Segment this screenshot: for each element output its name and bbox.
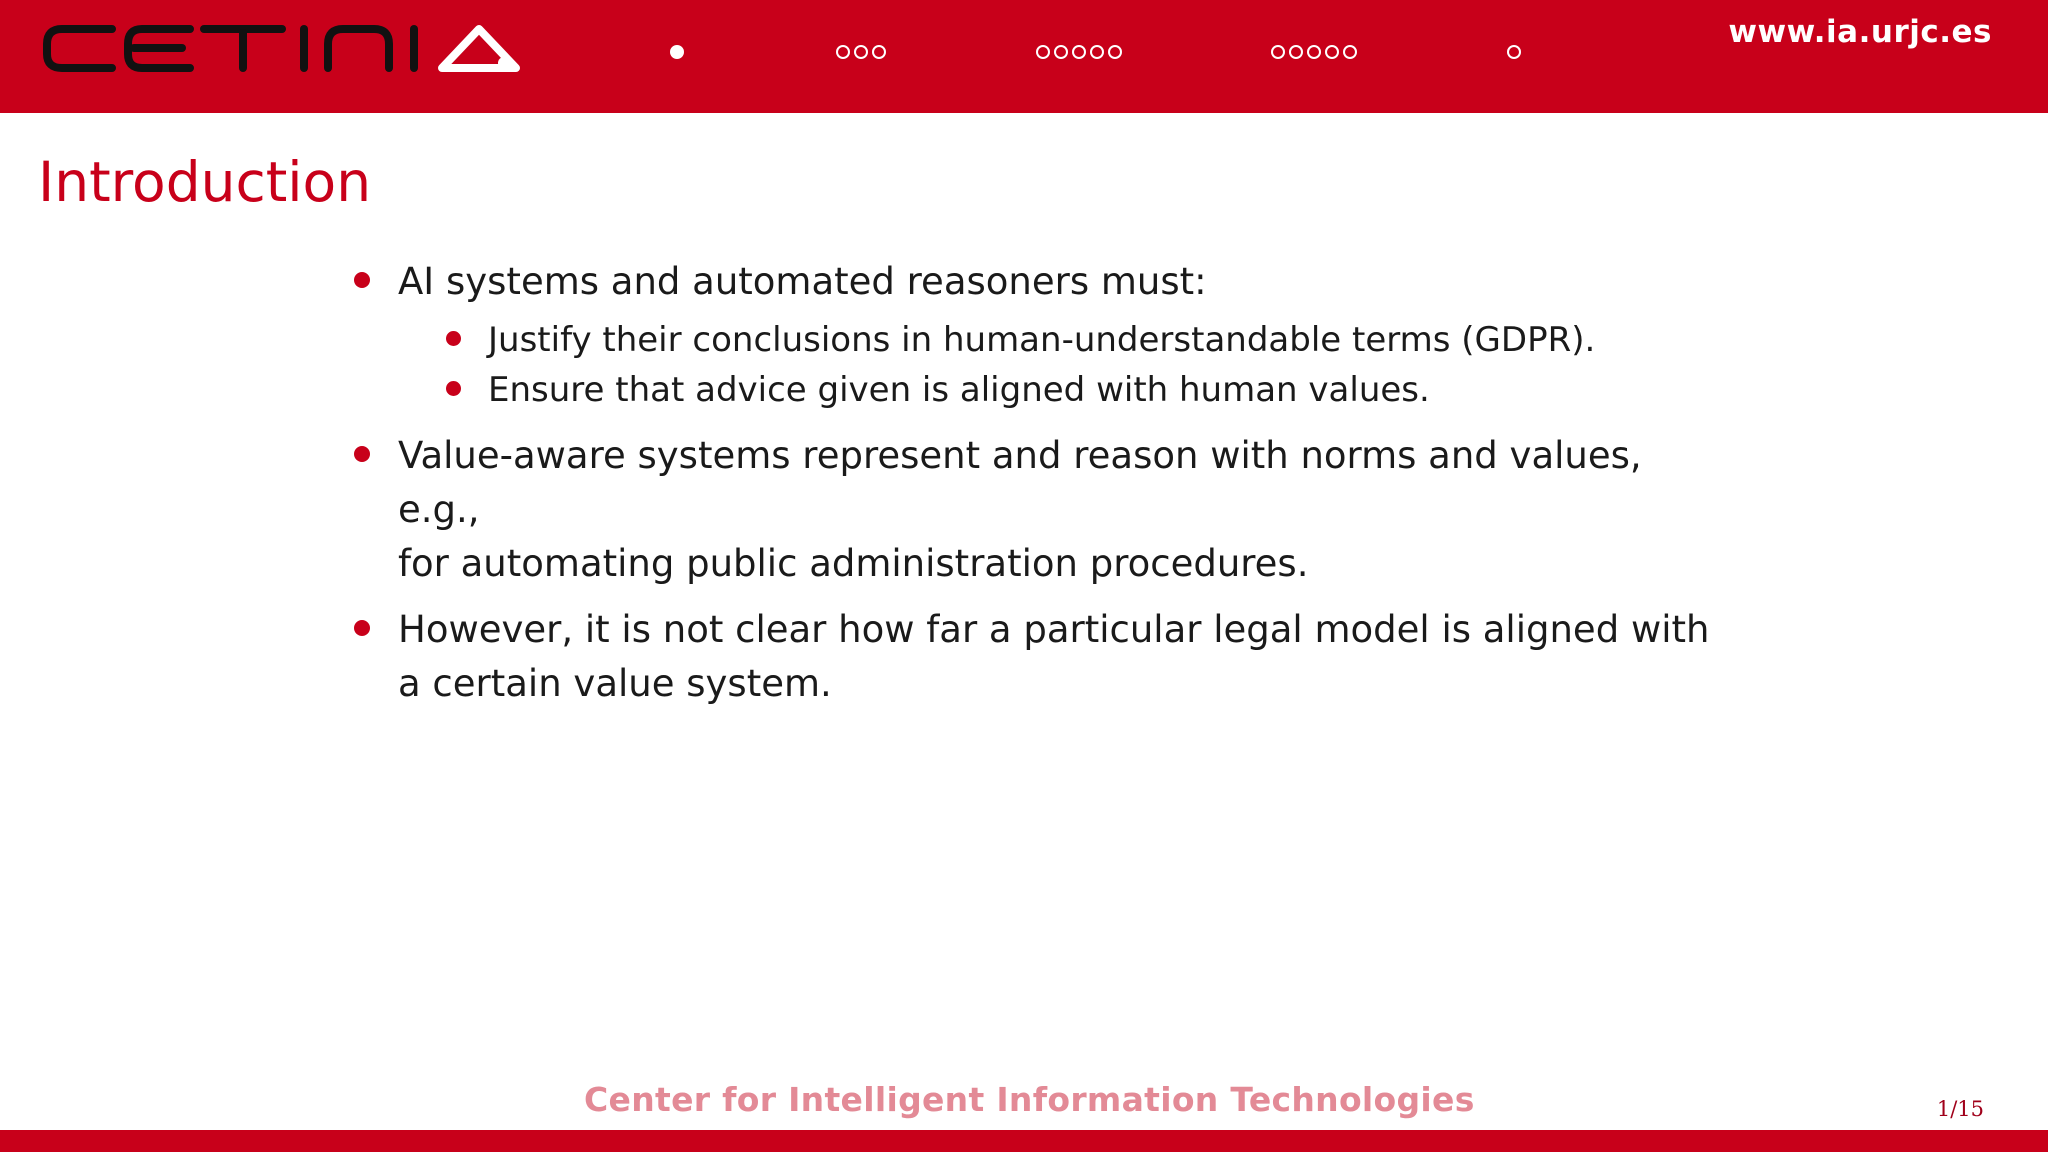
page-number: 1/15 [1936, 1097, 1984, 1121]
bullet-icon [446, 331, 461, 346]
sub-bullet-item [350, 315, 1730, 365]
nav-dot[interactable] [1271, 45, 1285, 59]
nav-dot[interactable] [1072, 45, 1086, 59]
nav-dot[interactable] [1036, 45, 1050, 59]
bullet-item [350, 603, 1730, 711]
nav-dot[interactable] [1343, 45, 1357, 59]
nav-dot[interactable] [872, 45, 886, 59]
bullet-item [350, 429, 1730, 591]
bullet-text-line: for automating public administration procedures. [398, 542, 1309, 585]
footer-title: Center for Intelligent Information Technologies [584, 1080, 1475, 1119]
nav-dot[interactable] [1108, 45, 1122, 59]
sub-bullet-text: Justify their conclusions in human-understandable terms (GDPR). [488, 320, 1596, 360]
nav-dot[interactable] [1307, 45, 1321, 59]
nav-dot[interactable] [1325, 45, 1339, 59]
nav-dot[interactable] [836, 45, 850, 59]
bullet-icon [354, 620, 370, 636]
bullet-text: AI systems and automated reasoners must: [398, 260, 1207, 303]
header-bar [0, 0, 2048, 113]
nav-dot[interactable] [670, 45, 684, 59]
nav-dot[interactable] [854, 45, 868, 59]
bullet-text-line: Value-aware systems represent and reason with norms and values, e.g., [398, 434, 1642, 531]
site-url[interactable]: www.ia.urjc.es [1728, 14, 1992, 50]
bullet-text-line: However, it is not clear how far a particular legal model is aligned with [398, 608, 1710, 651]
bullet-item [350, 255, 1730, 309]
sub-bullet-list [350, 315, 1730, 415]
bullet-icon [354, 446, 370, 462]
nav-dot[interactable] [1090, 45, 1104, 59]
cetinia-logo [42, 22, 547, 74]
sub-bullet-text: Ensure that advice given is aligned with human values. [488, 370, 1430, 410]
slide-title: Introduction [38, 150, 372, 214]
footer-bar [0, 1130, 2048, 1152]
bullet-icon [446, 381, 461, 396]
slide-content [350, 255, 1730, 723]
nav-dot[interactable] [1054, 45, 1068, 59]
bullet-text-line: a certain value system. [398, 662, 832, 705]
nav-dot[interactable] [1289, 45, 1303, 59]
bullet-icon [354, 272, 370, 288]
nav-dot[interactable] [1507, 45, 1521, 59]
sub-bullet-item [350, 365, 1730, 415]
